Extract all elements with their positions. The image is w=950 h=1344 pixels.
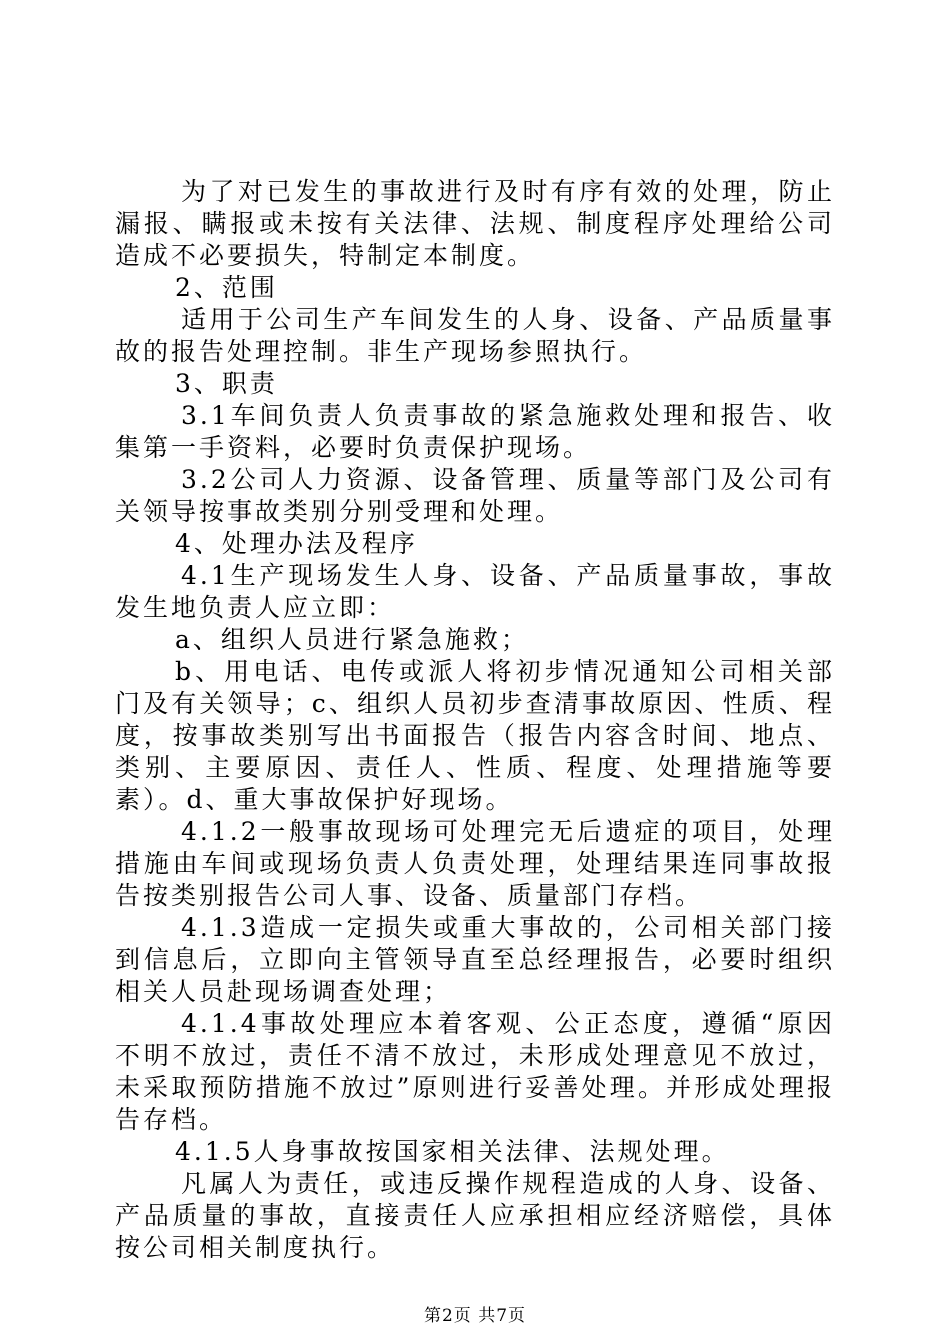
heading-responsibilities: 3、职责 — [175, 369, 278, 398]
paragraph-3-2: 3.2公司人力资源、设备管理、质量等部门及公司有关领导按事故类别分别受理和处理。 — [115, 465, 835, 526]
page-number-footer: 第2页 共7页 — [423, 1306, 527, 1326]
document-body — [115, 176, 835, 1264]
paragraph-purpose: 为了对已发生的事故进行及时有序有效的处理，防止漏报、瞒报或未按有关法律、法规、制度程序处理给公司造成不必要损失，特制定本制度。 — [115, 177, 835, 270]
paragraph-4-1-4: 4.1.4事故处理应本着客观、公正态度，遵循“原因不明不放过，责任不清不放过，未形成处理意见不放过，未采取预防措施不放过”原则进行妥善处理。并形成处理报告存档。 — [115, 1009, 835, 1134]
paragraph-4-1-2: 4.1.2一般事故现场可处理完无后遗症的项目，处理措施由车间或现场负责人负责处理，处理结果连同事故报告按类别报告公司人事、设备、质量部门存档。 — [115, 817, 835, 910]
paragraph-4-1-3: 4.1.3造成一定损失或重大事故的，公司相关部门接到信息后，立即向主管领导直至总经理报告，必要时组织相关人员赴现场调查处理； — [115, 913, 835, 1006]
paragraph-4-1-5: 4.1.5人身事故按国家相关法律、法规处理。 — [175, 1137, 730, 1166]
paragraph-item-b-c-d: b、用电话、电传或派人将初步情况通知公司相关部门及有关领导；c、组织人员初步查清事故原因、性质、程度，按事故类别写出书面报告（报告内容含时间、地点、类别、主要原因、责任人、性质、程度、处理措施等要素）。d、重大事故保护好现场。 — [115, 657, 835, 814]
paragraph-compensation: 凡属人为责任，或违反操作规程造成的人身、设备、产品质量的事故，直接责任人应承担相应经济赔偿，具体按公司相关制度执行。 — [115, 1169, 835, 1262]
paragraph-item-a: a、组织人员进行紧急施救； — [175, 625, 529, 654]
paragraph-3-1: 3.1车间负责人负责事故的紧急施救处理和报告、收集第一手资料，必要时负责保护现场。 — [115, 401, 835, 462]
heading-procedure: 4、处理办法及程序 — [175, 529, 418, 558]
paragraph-scope: 适用于公司生产车间发生的人身、设备、产品质量事故的报告处理控制。非生产现场参照执行。 — [115, 305, 835, 366]
heading-scope: 2、范围 — [175, 273, 278, 302]
paragraph-4-1: 4.1生产现场发生人身、设备、产品质量事故，事故发生地负责人应立即： — [115, 561, 835, 622]
